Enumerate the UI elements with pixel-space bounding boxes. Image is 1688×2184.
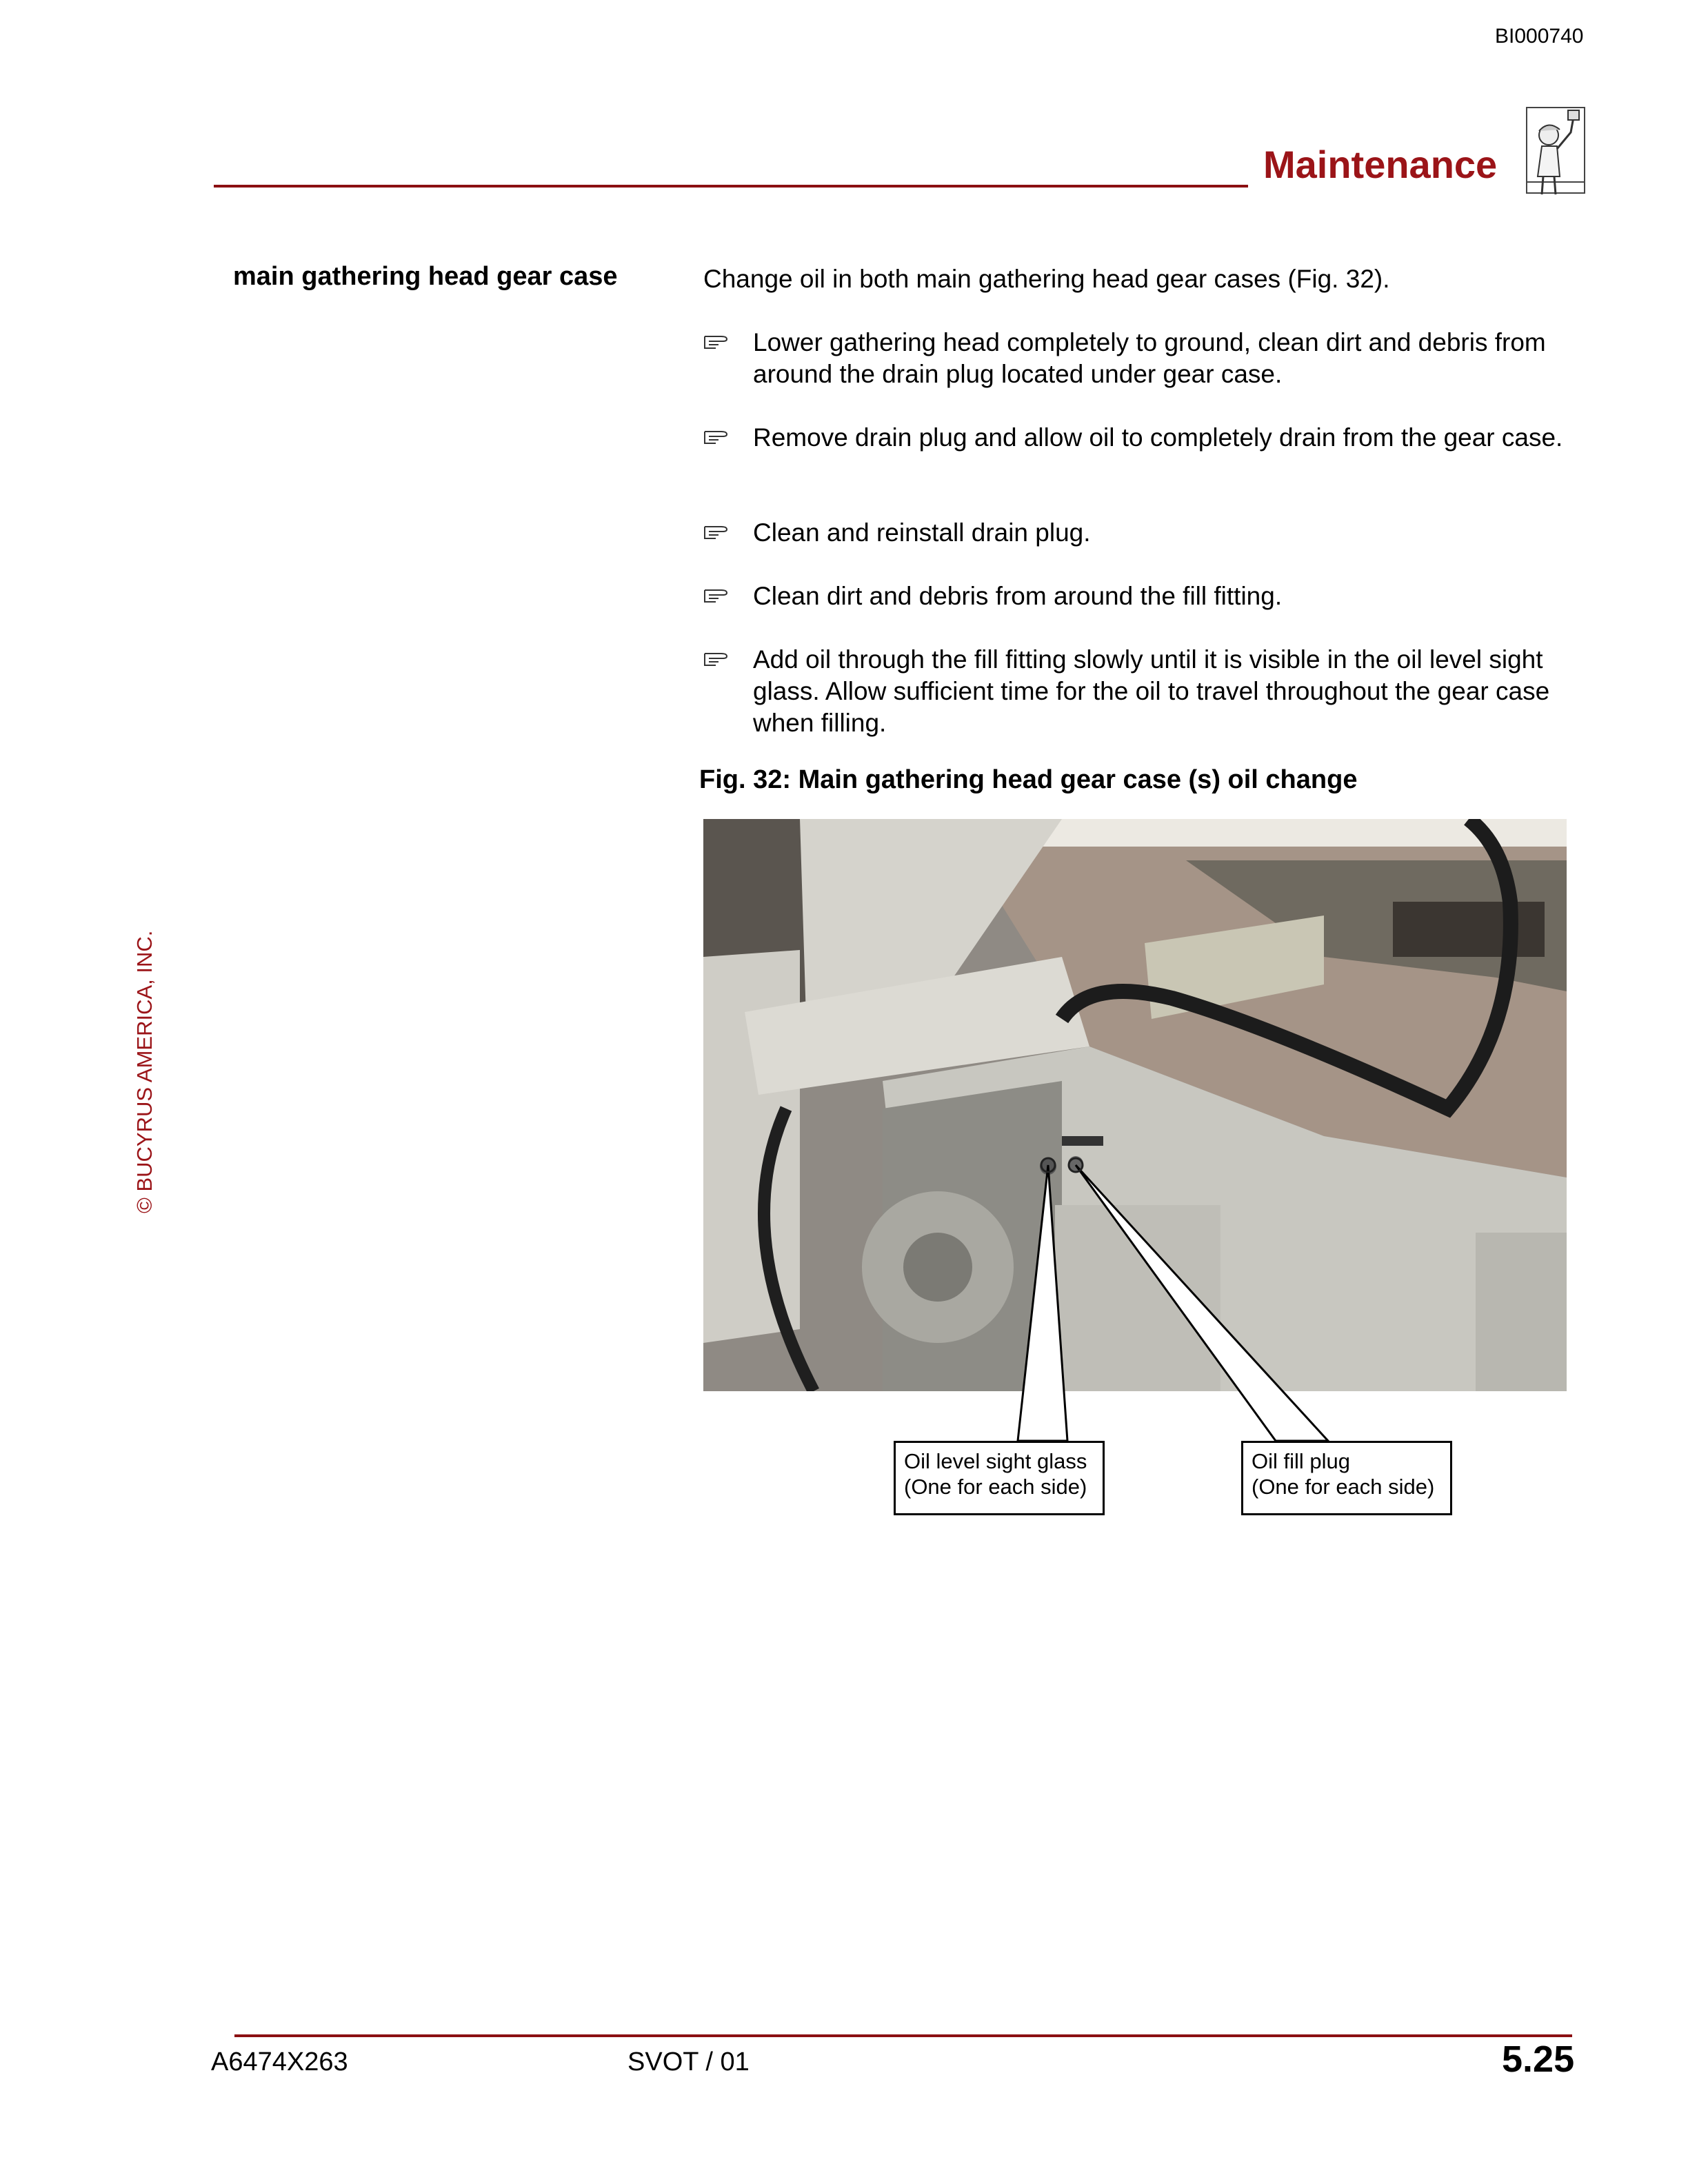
step-item — [703, 422, 1572, 454]
footer-revision: SVOT / 01 — [627, 2048, 750, 2076]
section-title: Maintenance — [1263, 143, 1498, 186]
callout-line: Oil level sight glass — [904, 1449, 1087, 1473]
callout-line: (One for each side) — [1252, 1475, 1435, 1499]
copyright-notice: © BUCYRUS AMERICA, INC. — [132, 930, 157, 1213]
pointing-hand-icon — [703, 520, 731, 540]
step-item — [703, 580, 1572, 612]
step-item — [703, 644, 1572, 739]
footer-rule — [234, 2034, 1572, 2037]
header-rule — [214, 185, 1248, 188]
callout-oil-level-sight-glass — [894, 1441, 1105, 1515]
step-text: Remove drain plug and allow oil to completely drain from the gear case. — [753, 423, 1563, 452]
step-text: Lower gathering head completely to ground, clean dirt and debris from around the drain plug located under gear case. — [753, 328, 1546, 388]
pointing-hand-icon — [703, 647, 731, 667]
pointing-hand-icon — [703, 583, 731, 604]
callout-line: Oil fill plug — [1252, 1449, 1350, 1473]
step-text: Clean dirt and debris from around the fill fitting. — [753, 582, 1283, 610]
pointing-hand-icon — [703, 425, 731, 445]
step-item — [703, 517, 1572, 549]
side-heading: main gathering head gear case — [233, 262, 618, 291]
maintenance-worker-icon — [1523, 105, 1589, 199]
step-text: Add oil through the fill fitting slowly until it is visible in the oil level sight glass. Allow sufficient time for the oil to travel throughout the gear case when filling. — [753, 645, 1550, 737]
callout-line: (One for each side) — [904, 1475, 1087, 1499]
callout-oil-fill-plug — [1241, 1441, 1452, 1515]
step-item — [703, 327, 1572, 390]
step-text: Clean and reinstall drain plug. — [753, 518, 1091, 547]
footer-document-number: A6474X263 — [211, 2048, 348, 2076]
intro-text: Change oil in both main gathering head gear cases (Fig. 32). — [703, 265, 1390, 293]
gear-case-photo — [703, 819, 1567, 1391]
page-number: 5.25 — [1502, 2039, 1575, 2080]
pointing-hand-icon — [703, 330, 731, 350]
figure-caption: Fig. 32: Main gathering head gear case (s) oil change — [699, 765, 1358, 794]
document-id: BI000740 — [1495, 25, 1584, 48]
